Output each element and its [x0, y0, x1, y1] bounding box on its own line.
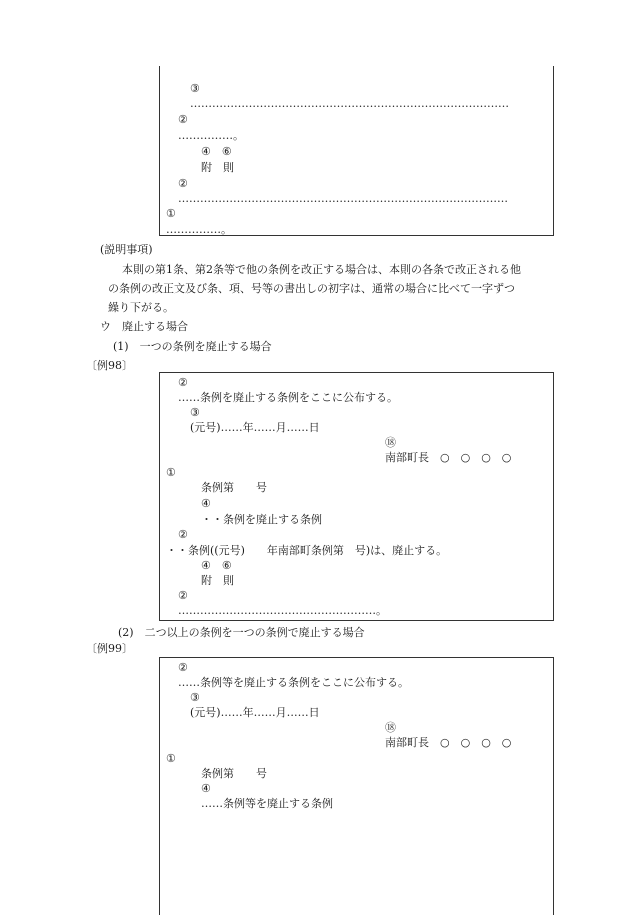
item-number: ⑱: [385, 436, 396, 449]
item-number: ④: [201, 782, 211, 795]
explanation-paragraph: [100, 260, 560, 317]
item-number: ②: [178, 661, 188, 674]
explanation-heading: (説明事項): [100, 243, 153, 256]
date-line: (元号)……年……月……日: [190, 706, 320, 719]
ordinance-number: 条例第 号: [201, 767, 267, 780]
item-number: ②: [178, 589, 188, 602]
ordinance-body: ・・条例((元号) 年南部町条例第 号)は、廃止する。: [166, 544, 448, 557]
explanation-line: 本則の第1条、第2条等で他の条例を改正する場合は、本則の各条で改正される他: [122, 263, 521, 276]
supplementary-provisions-heading: 附 則: [201, 574, 234, 587]
example-label: 〔例99〕: [86, 642, 133, 655]
explanation-line: の条例の改正文及び条、項、号等の書出しの初字は、通常の場合に比べて一字ずつ: [108, 282, 515, 295]
promulgation-text: ……条例等を廃止する条例をここに公布する。: [178, 676, 409, 689]
date-line: (元号)……年……月……日: [190, 421, 320, 434]
item-number: ①: [166, 752, 176, 765]
example-label: 〔例98〕: [86, 359, 133, 372]
dotted-line: ………………………………………………。: [178, 604, 387, 617]
example-box: [159, 657, 554, 915]
item-number: ③: [190, 691, 200, 704]
item-number: ④: [201, 497, 211, 510]
explanation-line: 繰り下がる。: [108, 301, 174, 314]
item-number: ③: [190, 82, 200, 95]
promulgation-text: ……条例を廃止する条例をここに公布する。: [178, 391, 398, 404]
item-number: ①: [166, 207, 176, 220]
item-number: ①: [166, 466, 176, 479]
supplementary-provisions-heading: 附 則: [201, 161, 234, 174]
dotted-line: ……………………………………………………………………………: [190, 98, 509, 109]
dotted-line: ………………………………………………………………………………: [178, 193, 508, 204]
item-number: ⑱: [385, 721, 396, 734]
item-numbers: ④ ⑥: [201, 145, 232, 158]
section-heading: ウ 廃止する場合: [100, 320, 188, 333]
mayor-signature: 南部町長 ○ ○ ○ ○: [385, 451, 512, 464]
subsection-heading: (2) 二つ以上の条例を一つの条例で廃止する場合: [118, 626, 365, 639]
item-numbers: ④ ⑥: [201, 559, 232, 572]
item-number: ②: [178, 113, 188, 126]
item-number: ②: [178, 177, 188, 190]
dotted-line: ……………。: [166, 223, 232, 236]
ordinance-title: ……条例等を廃止する条例: [201, 797, 333, 810]
dotted-line: ……………。: [178, 129, 244, 142]
item-number: ②: [178, 376, 188, 389]
ordinance-title: ・・条例を廃止する条例: [201, 513, 322, 526]
item-number: ③: [190, 406, 200, 419]
ordinance-number: 条例第 号: [201, 481, 267, 494]
item-number: ②: [178, 528, 188, 541]
subsection-heading: (1) 一つの条例を廃止する場合: [113, 340, 272, 353]
mayor-signature: 南部町長 ○ ○ ○ ○: [385, 736, 512, 749]
